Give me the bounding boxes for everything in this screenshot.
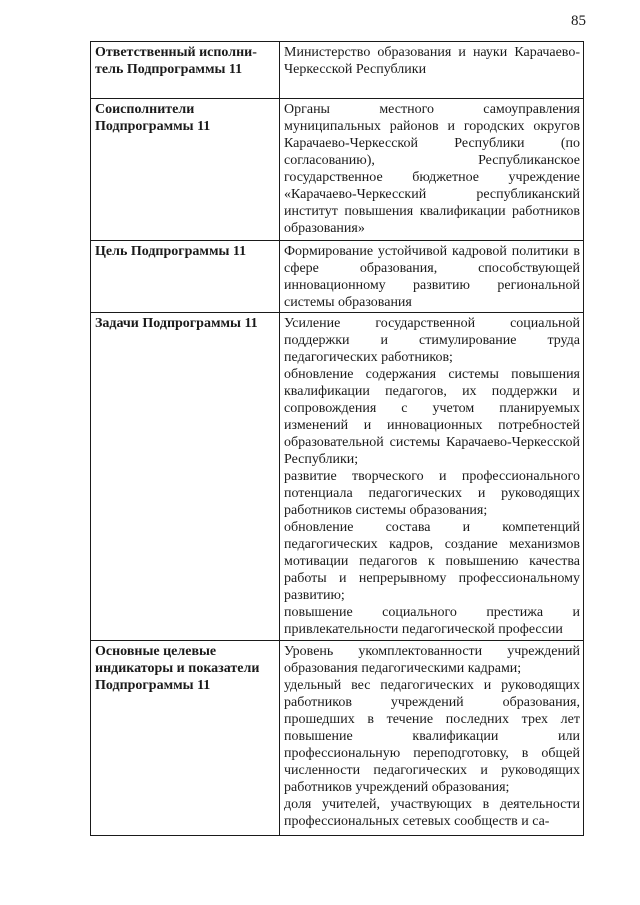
page-number: 85	[571, 13, 586, 29]
paragraph: обновление содержания системы повышения квалификации педагогов, их поддержки и сопровождения с учетом планируемых изменений и инновационных потребностей образовательной системы Карачаево-Черкесской Республики;	[284, 367, 580, 467]
paragraph: доля учителей, участвующих в деятельности профессиональных сетевых сообществ и са-	[284, 797, 580, 829]
table-row-goal	[91, 241, 584, 313]
row-label: Цель Подпрограммы 11	[91, 241, 280, 313]
paragraph: развитие творческого и профессионального потенциала педагогических и руководящих работников системы образования;	[284, 469, 580, 518]
paragraph: Органы местного самоуправления муниципальных районов и городских округов Карачаево-Черкесской Республики (по согласованию), Республиканское государственное бюджетное учреждение «Карачаево-Черкесский республиканский институт повышения квалификации работников образования»	[284, 102, 580, 236]
paragraph: удельный вес педагогических и руководящих работников учреждений образования, прошедших в течение последних трех лет повышение квалификации или профессиональную переподготовку, в общей численности педагогических и руководящих работников учреждений образования;	[284, 678, 580, 795]
paragraph: Формирование устойчивой кадровой политики в сфере образования, способствующей инновационному развитию региональной системы образования	[284, 244, 580, 310]
subprogram-passport-table	[90, 41, 584, 836]
row-label: Ответственный исполни-тель Подпрограммы 11	[91, 42, 280, 99]
table-row-tasks	[91, 313, 584, 641]
table-row-target-indicators	[91, 641, 584, 836]
row-value	[280, 313, 584, 641]
paragraph: Министерство образования и науки Карачаево-Черкесской Республики	[284, 45, 580, 77]
row-value	[280, 99, 584, 241]
row-value	[280, 241, 584, 313]
table-row-co-executors	[91, 99, 584, 241]
row-label: Соисполнители Подпрограммы 11	[91, 99, 280, 241]
paragraph: повышение социального престижа и привлекательности педагогической профессии	[284, 605, 580, 637]
table-row-responsible-executor	[91, 42, 584, 99]
row-label: Задачи Подпрограммы 11	[91, 313, 280, 641]
row-value	[280, 42, 584, 99]
row-value	[280, 641, 584, 836]
paragraph: Уровень укомплектованности учреждений образования педагогическими кадрами;	[284, 644, 580, 676]
row-label: Основные целевые индикаторы и показатели Подпрограммы 11	[91, 641, 280, 836]
paragraph: Усиление государственной социальной поддержки и стимулирование труда педагогических работников;	[284, 316, 580, 365]
paragraph: обновление состава и компетенций педагогических кадров, создание механизмов мотивации педагогов к повышению качества работы и непрерывному профессиональному развитию;	[284, 520, 580, 603]
